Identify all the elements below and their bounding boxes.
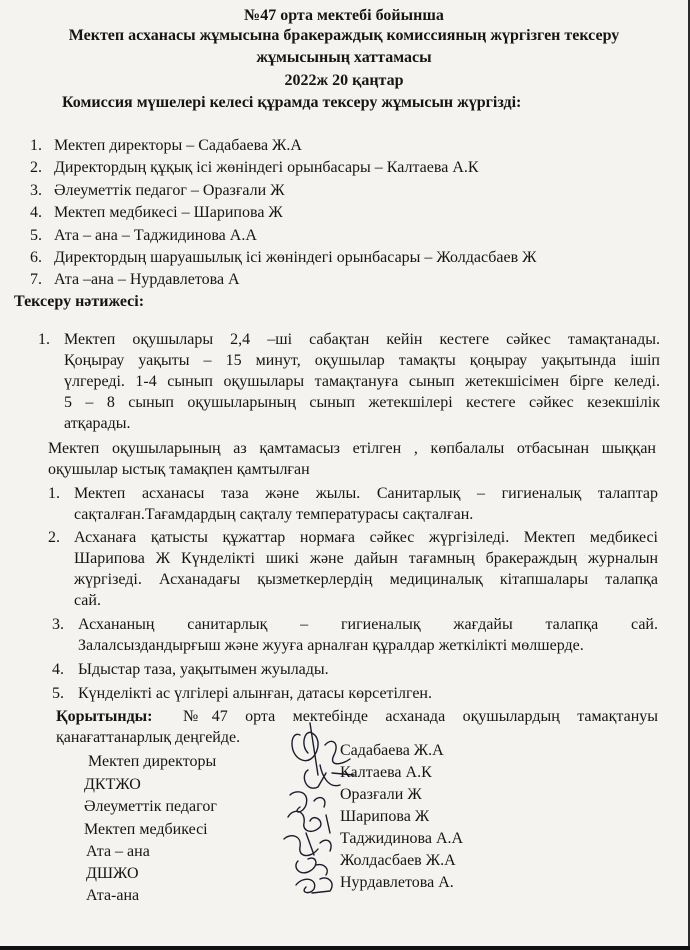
result-line: атқарады. bbox=[64, 415, 131, 432]
signature-role: Мектеп директоры bbox=[88, 753, 217, 770]
finding-num: 4. bbox=[52, 661, 64, 678]
finding-line: Мектеп асханасы таза және жылы. Санитарлық – гигиеналық талаптар bbox=[74, 485, 658, 502]
conclusion-label: Қорытынды: bbox=[56, 708, 153, 725]
signature-role: Ата – ана bbox=[86, 843, 150, 860]
signature-role: Ата-ана bbox=[86, 887, 140, 904]
signature-role: ДКТЖО bbox=[84, 776, 141, 793]
finding-line: Күнделікті ас үлгілері алынған, датасы көрсетілген. bbox=[78, 685, 432, 702]
commission-intro: Комиссия мүшелері келесі құрамда тексеру жұмысын жүргізді: bbox=[62, 94, 522, 111]
results-heading: Тексеру нәтижесі: bbox=[14, 293, 145, 310]
finding-line: сақталған.Тағамдардың сақталу температурасы сақталған. bbox=[74, 506, 474, 523]
finding-num: 3. bbox=[52, 616, 64, 633]
member-item: Әлеуметтік педагог – Оразғали Ж bbox=[54, 182, 285, 199]
social-paragraph-line: оқушылар ыстық тамақпен қамтылған bbox=[48, 461, 310, 478]
header-protocol: жұмысының хаттамасы bbox=[256, 49, 432, 66]
conclusion-text: қанағаттанарлық деңгейде. bbox=[56, 729, 241, 746]
signature-name: Шарипова Ж bbox=[340, 808, 430, 825]
member-item: Мектеп директоры – Садабаева Ж.А bbox=[54, 137, 302, 154]
signature-scribble bbox=[296, 858, 327, 875]
header-subtitle: Мектеп асханасы жұмысына бракераждық комиссияның жүргізген тексеру bbox=[68, 27, 620, 44]
signature-role: ДШЖО bbox=[86, 865, 139, 882]
signature-scribble bbox=[288, 811, 330, 833]
finding-line: жүргізеді. Асханадағы қызметкерлердің медициналық кітапшалары талапқа bbox=[74, 571, 658, 588]
member-num: 4. bbox=[30, 204, 42, 221]
member-item: Директордың құқық ісі жөніндегі орынбасары – Калтаева А.К bbox=[54, 159, 479, 176]
signature-name: Садабаева Ж.А bbox=[340, 742, 444, 759]
member-num: 3. bbox=[30, 182, 42, 199]
finding-line: Залалсыздандырғыш және жууға арналған құралдар жеткілікті мөлшерде. bbox=[78, 637, 584, 654]
header-date: 2022ж 20 қаңтар bbox=[284, 72, 404, 89]
member-item: Директордың шаруашылық ісі жөніндегі орынбасары – Жолдасбаев Ж bbox=[54, 249, 537, 266]
member-item: Ата – ана – Таджидинова А.А bbox=[54, 227, 257, 244]
finding-num: 1. bbox=[48, 485, 60, 502]
member-num: 2. bbox=[30, 159, 42, 176]
member-num: 5. bbox=[30, 227, 42, 244]
conclusion-text: №47 орта мектебінде асханада оқушылардың тамақтануы bbox=[183, 708, 658, 725]
result-line: Қоңырау уақыты – 15 минут, оқушылар тамақты қоңырау уақытында ішіп bbox=[64, 352, 660, 369]
signature-scribble bbox=[296, 878, 332, 893]
signature-role: Әлеуметтік педагог bbox=[84, 798, 217, 815]
result-line: үлгереді. 1-4 сынып оқушылары тамақтануға сынып жетекшісімен бірге келеді. bbox=[64, 373, 660, 390]
result-line: 5 – 8 сынып оқушыларының сынып жетекшілері кестеге сәйкес кезекшілік bbox=[64, 394, 660, 411]
scan-edge bbox=[0, 946, 690, 950]
signature-name: Нурдавлетова А. bbox=[340, 874, 454, 891]
member-item: Ата –ана – Нурдавлетова А bbox=[54, 271, 240, 288]
social-paragraph-line: Мектеп оқушыларының аз қамтамасыз етілген , көпбалалы отбасынан шыққан bbox=[48, 440, 656, 457]
signature-name: Жолдасбаев Ж.А bbox=[340, 852, 456, 869]
result-line: Мектеп оқушылары 2,4 –ші сабақтан кейін кестеге сәйкес тамақтанады. bbox=[64, 331, 660, 348]
signature-name: Оразғали Ж bbox=[340, 786, 422, 803]
finding-line: Шарипова Ж Күнделікті шикі және дайын тағамның бракераждың журналын bbox=[74, 550, 658, 567]
finding-line: Асхананың санитарлық – гигиеналық жағдайы талапқа сай. bbox=[78, 616, 658, 633]
signature-role: Мектеп медбикесі bbox=[84, 821, 208, 838]
signature-scribble bbox=[290, 792, 325, 812]
finding-num: 2. bbox=[48, 529, 60, 546]
finding-line: Ыдыстар таза, уақытымен жуылады. bbox=[78, 661, 329, 678]
member-num: 1. bbox=[30, 137, 42, 154]
signature-scribble bbox=[284, 833, 331, 856]
member-num: 6. bbox=[30, 249, 42, 266]
member-num: 7. bbox=[30, 271, 42, 288]
header-title: №47 орта мектебі бойынша bbox=[244, 7, 444, 24]
signature-name: Таджидинова А.А bbox=[340, 830, 464, 847]
signature-name: Калтаева А.К bbox=[340, 764, 432, 781]
finding-line: сай. bbox=[74, 592, 101, 609]
finding-num: 5. bbox=[52, 685, 64, 702]
member-item: Мектеп медбикесі – Шарипова Ж bbox=[54, 204, 283, 221]
result-num: 1. bbox=[38, 331, 50, 348]
finding-line: Асханаға қатысты құжаттар нормаға сәйкес жүргізіледі. Мектеп медбикесі bbox=[74, 529, 658, 546]
